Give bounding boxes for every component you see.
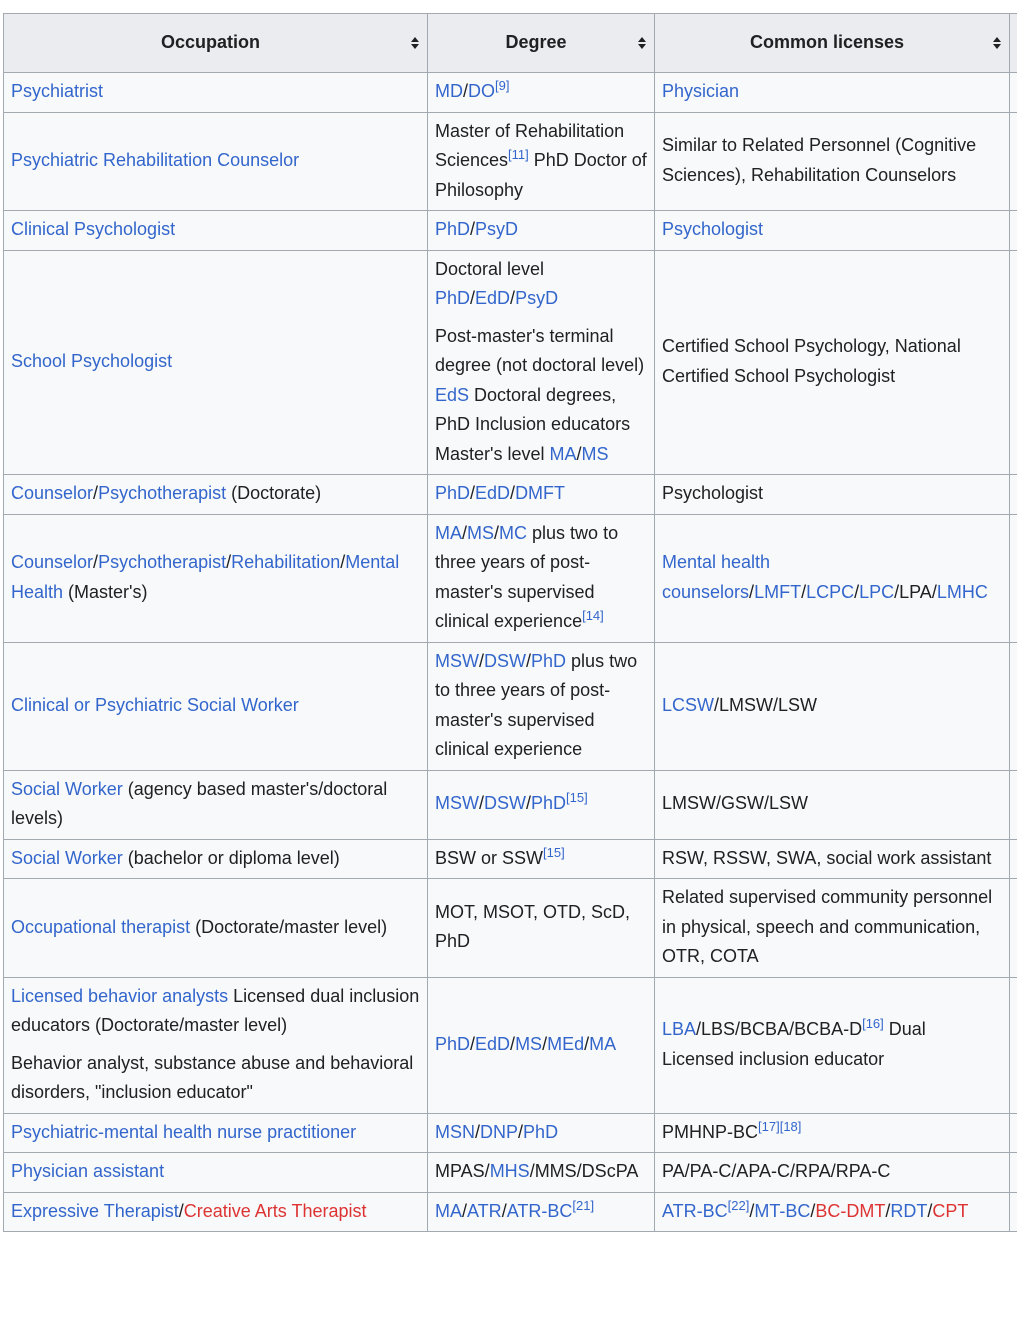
- cell-text: /: [526, 793, 532, 814]
- link[interactable]: PsyD: [515, 288, 559, 308]
- cell-paragraph: [11, 982, 420, 1041]
- link[interactable]: PhD: [435, 288, 471, 308]
- link[interactable]: Psychotherapist: [98, 552, 227, 572]
- extra-cell: [1010, 879, 1017, 978]
- extra-cell: [1010, 250, 1017, 475]
- sort-icon[interactable]: [638, 37, 646, 49]
- cell-text: Licensed dual inclusion educators (Doctorate/master level): [11, 985, 420, 1035]
- link[interactable]: Psychiatric Rehabilitation Counselor: [11, 150, 300, 170]
- licenses-cell: [655, 250, 1010, 475]
- cell-text: (agency based master's/doctoral levels): [11, 778, 388, 828]
- link[interactable]: MSW: [435, 650, 479, 671]
- link[interactable]: ATR-BC: [662, 1200, 728, 1221]
- table-row: [4, 1153, 1017, 1193]
- cell-text: /: [501, 1200, 507, 1221]
- cell-text: /: [510, 288, 516, 308]
- extra-cell: [1010, 770, 1017, 839]
- link[interactable]: DSW: [484, 793, 527, 814]
- cell-text: /: [542, 1033, 548, 1054]
- cell-text: LMSW/GSW/LSW: [662, 793, 809, 814]
- cell-paragraph: [662, 77, 1002, 107]
- cell-text: /: [470, 219, 476, 239]
- degree-cell: [428, 1192, 655, 1232]
- occupation-cell: [4, 514, 428, 642]
- licenses-cell: [655, 73, 1010, 113]
- cell-paragraph: [435, 77, 647, 107]
- link[interactable]: EdS: [435, 384, 470, 405]
- occupation-cell: [4, 73, 428, 113]
- occupation-cell: [4, 839, 428, 879]
- link[interactable]: Occupational therapist: [11, 916, 191, 937]
- cell-text: /: [576, 443, 582, 464]
- cell-paragraph: [435, 789, 647, 819]
- citation: [862, 1016, 884, 1031]
- cell-text: /: [462, 1200, 468, 1221]
- citation-link[interactable]: [15]: [543, 844, 565, 860]
- licenses-cell: [655, 770, 1010, 839]
- cell-paragraph: [662, 691, 1002, 721]
- cell-text: /: [749, 581, 755, 602]
- extra-cell: [1010, 73, 1017, 113]
- citation: [780, 1119, 802, 1134]
- extra-cell: [1010, 514, 1017, 642]
- link[interactable]: Clinical or Psychiatric Social Worker: [11, 694, 299, 715]
- cell-text: /: [810, 1200, 816, 1221]
- link[interactable]: MSN: [435, 1121, 475, 1142]
- link[interactable]: CPT: [932, 1200, 969, 1221]
- degree-cell: [428, 1113, 655, 1153]
- cell-text: /: [518, 1121, 524, 1142]
- link[interactable]: LMHC: [936, 581, 988, 602]
- table-row: [4, 514, 1017, 642]
- table-row: [4, 73, 1017, 113]
- table-row: [4, 642, 1017, 770]
- cell-text: Related supervised community personnel in physical, speech and communication, OTR, COTA: [662, 887, 993, 966]
- citation: [728, 1198, 750, 1213]
- cell-paragraph: [662, 548, 1002, 607]
- licenses-cell: [655, 977, 1010, 1113]
- link[interactable]: PsyD: [475, 219, 519, 239]
- occupation-cell: [4, 642, 428, 770]
- link[interactable]: Psychotherapist: [98, 483, 227, 503]
- cell-text: plus two to three years of post-master's supervised clinical experience: [435, 522, 619, 631]
- header-label: Occupation: [160, 32, 260, 53]
- cell-text: /: [801, 581, 807, 602]
- extra-cell: [1010, 642, 1017, 770]
- cell-text: Doctoral degrees, PhD Inclusion educators Master's level: [435, 384, 631, 464]
- cell-text: /: [526, 650, 532, 671]
- occupation-cell: [4, 1113, 428, 1153]
- link[interactable]: PhD: [435, 219, 471, 239]
- licenses-cell: [655, 211, 1010, 251]
- link[interactable]: PhD: [435, 1033, 471, 1054]
- cell-text: /: [470, 1033, 476, 1054]
- link[interactable]: MHS: [489, 1161, 530, 1181]
- link[interactable]: MA: [549, 443, 577, 464]
- cell-paragraph: [662, 1118, 1002, 1148]
- extra-cell: [1010, 1113, 1017, 1153]
- licenses-cell: [655, 1153, 1010, 1193]
- link[interactable]: LPC: [859, 581, 895, 602]
- link[interactable]: Expressive Therapist: [11, 1200, 179, 1221]
- link[interactable]: DSW: [484, 650, 527, 671]
- cell-paragraph: [435, 519, 647, 637]
- cell-text: /: [479, 793, 485, 814]
- link[interactable]: LMFT: [754, 581, 802, 602]
- degree-cell: [428, 514, 655, 642]
- licenses-cell: [655, 642, 1010, 770]
- link[interactable]: EdD: [475, 483, 511, 503]
- link[interactable]: Rehabilitation: [231, 552, 341, 572]
- cell-paragraph: [662, 1015, 1002, 1074]
- degree-cell: [428, 250, 655, 475]
- cell-text: /: [178, 1200, 184, 1221]
- table-row: [4, 211, 1017, 251]
- citation: [543, 845, 565, 860]
- citation-link[interactable]: [14]: [582, 608, 604, 623]
- link[interactable]: PhD: [531, 793, 567, 814]
- column-header-degree[interactable]: [428, 14, 655, 73]
- link[interactable]: EdD: [475, 288, 511, 308]
- cell-text: /: [475, 1121, 481, 1142]
- link[interactable]: Mental Health: [11, 552, 400, 602]
- table-row: [4, 112, 1017, 211]
- link[interactable]: DO: [468, 81, 496, 101]
- cell-text: Behavior analyst, substance abuse and behavioral disorders, "inclusion educator": [11, 1052, 414, 1102]
- occupation-cell: [4, 475, 428, 515]
- cell-text: /: [93, 483, 99, 503]
- link[interactable]: Psychiatrist: [11, 81, 104, 101]
- citation: [572, 1198, 594, 1213]
- cell-paragraph: [662, 479, 1002, 509]
- cell-text: (bachelor or diploma level): [122, 847, 340, 868]
- link[interactable]: EdD: [475, 1033, 511, 1054]
- licenses-cell: [655, 112, 1010, 211]
- extra-cell: [1010, 211, 1017, 251]
- cell-paragraph: [662, 844, 1002, 874]
- link[interactable]: DNP: [480, 1121, 519, 1142]
- extra-cell: [1010, 839, 1017, 879]
- cell-paragraph: [662, 332, 1002, 391]
- link[interactable]: ATR-BC: [506, 1200, 573, 1221]
- citation-link[interactable]: [15]: [566, 790, 588, 806]
- cell-text: /: [462, 522, 468, 543]
- cell-text: Master of Rehabilitation Sciences: [435, 120, 625, 170]
- header-row: [4, 14, 1017, 73]
- licenses-cell: [655, 475, 1010, 515]
- cell-text: (Doctorate/master level): [190, 916, 388, 937]
- link[interactable]: PhD: [435, 483, 471, 503]
- extra-cell: [1010, 112, 1017, 211]
- citation: [566, 790, 588, 805]
- cell-paragraph: [435, 322, 647, 470]
- link[interactable]: MEd: [547, 1033, 585, 1054]
- cell-text: /: [226, 552, 232, 572]
- licenses-cell: [655, 1192, 1010, 1232]
- header-label: Degree: [505, 32, 567, 53]
- extra-cell: [1010, 475, 1017, 515]
- degree-cell: [428, 642, 655, 770]
- link[interactable]: MT-BC: [754, 1200, 811, 1221]
- link[interactable]: MSW: [435, 793, 479, 814]
- occupation-cell: [4, 977, 428, 1113]
- link[interactable]: Physician: [662, 81, 740, 101]
- cell-text: Doctoral level: [435, 258, 545, 279]
- link[interactable]: MA: [589, 1033, 617, 1054]
- citation-link[interactable]: [22]: [727, 1197, 750, 1213]
- degree-cell: [428, 112, 655, 211]
- table-row: [4, 475, 1017, 515]
- link[interactable]: MS: [467, 522, 495, 543]
- occupation-cell: [4, 211, 428, 251]
- link[interactable]: MD: [435, 81, 463, 101]
- table-row: [4, 770, 1017, 839]
- column-header-occupation[interactable]: [4, 14, 428, 73]
- occupations-table: [3, 13, 1017, 1232]
- cell-text: /LBS/BCBA/BCBA-D: [696, 1019, 863, 1039]
- extra-cell: [1010, 1192, 1017, 1232]
- link[interactable]: Psychiatric-mental health nurse practitioner: [11, 1121, 357, 1142]
- degree-cell: [428, 839, 655, 879]
- cell-paragraph: [662, 883, 1002, 972]
- link[interactable]: RDT: [890, 1200, 928, 1221]
- link[interactable]: LCSW: [662, 694, 715, 715]
- link[interactable]: Physician assistant: [11, 1161, 165, 1181]
- citation-link[interactable]: [11]: [508, 147, 529, 162]
- link[interactable]: PhD: [523, 1121, 559, 1142]
- sort-icon[interactable]: [993, 37, 1001, 49]
- link[interactable]: Mental health counselors: [662, 552, 771, 602]
- link[interactable]: School Psychologist: [11, 351, 173, 371]
- cell-text: PMHNP-BC: [662, 1121, 759, 1142]
- cell-text: Post-master's terminal degree (not doctoral level): [435, 325, 645, 375]
- licenses-cell: [655, 1113, 1010, 1153]
- link[interactable]: DMFT: [515, 483, 566, 503]
- link[interactable]: ATR: [467, 1200, 502, 1221]
- cell-paragraph: [435, 215, 647, 245]
- cell-text: plus two to three years of post-master's supervised clinical experience: [435, 650, 638, 759]
- cell-text: Dual Licensed inclusion educator: [662, 1019, 926, 1069]
- cell-text: /: [470, 288, 476, 308]
- cell-text: (Master's): [63, 581, 148, 602]
- cell-paragraph: [662, 215, 1002, 245]
- citation: [495, 78, 509, 93]
- degree-cell: [428, 1153, 655, 1193]
- cell-text: /: [93, 552, 99, 572]
- citation-link[interactable]: [9]: [495, 78, 510, 93]
- sort-icon[interactable]: [411, 37, 419, 49]
- cell-text: /: [854, 581, 860, 602]
- cell-text: /LPA/: [894, 581, 937, 602]
- cell-text: /: [470, 483, 476, 503]
- cell-text: MOT, MSOT, OTD, ScD, PhD: [435, 901, 631, 952]
- table-row: [4, 250, 1017, 475]
- cell-paragraph: [662, 1197, 1002, 1227]
- link[interactable]: LBA: [662, 1019, 697, 1039]
- link[interactable]: Psychologist: [662, 219, 764, 239]
- link[interactable]: Clinical Psychologist: [11, 219, 176, 239]
- citation: [582, 608, 604, 623]
- table-row: [4, 879, 1017, 978]
- cell-text: PA/PA-C/APA-C/RPA/RPA-C: [662, 1161, 891, 1181]
- link[interactable]: Counselor: [11, 552, 94, 572]
- column-header-extra: [1010, 14, 1017, 73]
- cell-text: (Doctorate): [226, 483, 322, 503]
- occupation-cell: [4, 1153, 428, 1193]
- extra-cell: [1010, 1153, 1017, 1193]
- cell-text: /: [885, 1200, 891, 1221]
- degree-cell: [428, 977, 655, 1113]
- link[interactable]: Social Worker: [11, 778, 123, 799]
- link[interactable]: MA: [435, 1200, 462, 1221]
- cell-text: /: [584, 1033, 590, 1054]
- degree-cell: [428, 475, 655, 515]
- licenses-cell: [655, 514, 1010, 642]
- citation: [758, 1119, 780, 1134]
- link[interactable]: MC: [499, 522, 528, 543]
- cell-paragraph: [435, 479, 647, 509]
- table-row: [4, 1192, 1017, 1232]
- cell-paragraph: [435, 1197, 647, 1227]
- cell-paragraph: [435, 1157, 647, 1187]
- degree-cell: [428, 211, 655, 251]
- link[interactable]: Counselor: [11, 483, 94, 503]
- cell-paragraph: [662, 1157, 1002, 1187]
- link[interactable]: Creative Arts Therapist: [183, 1200, 367, 1221]
- cell-text: /: [510, 1033, 516, 1054]
- cell-paragraph: [11, 1049, 420, 1108]
- header-label: Common licenses: [749, 32, 905, 53]
- extra-cell: [1010, 977, 1017, 1113]
- cell-text: /LMSW/LSW: [714, 694, 818, 715]
- link[interactable]: MA: [435, 522, 462, 543]
- column-header-licenses[interactable]: [655, 14, 1010, 73]
- cell-paragraph: [435, 647, 647, 765]
- cell-text: BSW or SSW: [435, 847, 544, 868]
- link[interactable]: Licensed behavior analysts: [11, 985, 229, 1006]
- occupation-cell: [4, 1192, 428, 1232]
- occupation-cell: [4, 770, 428, 839]
- occupation-cell: [4, 112, 428, 211]
- cell-text: /: [510, 483, 516, 503]
- link[interactable]: PhD: [531, 650, 567, 671]
- cell-paragraph: [435, 255, 647, 314]
- cell-paragraph: [662, 789, 1002, 819]
- cell-paragraph: [435, 844, 647, 874]
- link[interactable]: Social Worker: [11, 847, 123, 868]
- citation: [508, 147, 529, 162]
- cell-text: Psychologist: [662, 483, 764, 503]
- citation-link[interactable]: [21]: [572, 1197, 595, 1213]
- cell-paragraph: [435, 1030, 647, 1060]
- link[interactable]: LCPC: [806, 581, 855, 602]
- cell-text: /: [494, 522, 500, 543]
- licenses-cell: [655, 879, 1010, 978]
- degree-cell: [428, 879, 655, 978]
- cell-paragraph: [435, 898, 647, 957]
- degree-cell: [428, 770, 655, 839]
- cell-text: Similar to Related Personnel (Cognitive Sciences), Rehabilitation Counselors: [662, 135, 977, 185]
- cell-text: RSW, RSSW, SWA, social work assistant: [662, 847, 992, 868]
- link[interactable]: MS: [515, 1033, 543, 1054]
- cell-paragraph: [435, 117, 647, 206]
- citation-link[interactable]: [17]: [758, 1118, 780, 1134]
- licenses-cell: [655, 839, 1010, 879]
- occupation-cell: [4, 250, 428, 475]
- cell-paragraph: [435, 1118, 647, 1148]
- cell-text: /: [749, 1200, 755, 1221]
- cell-text: Certified School Psychology, National Certified School Psychologist: [662, 336, 961, 386]
- link[interactable]: MS: [581, 443, 609, 464]
- cell-text: /: [340, 552, 346, 572]
- table-row: [4, 1113, 1017, 1153]
- cell-text: /: [463, 81, 469, 101]
- degree-cell: [428, 73, 655, 113]
- cell-text: /: [479, 650, 485, 671]
- table-row: [4, 839, 1017, 879]
- cell-text: /MMS/DScPA: [529, 1161, 639, 1181]
- cell-paragraph: [662, 131, 1002, 190]
- citation-link[interactable]: [16]: [862, 1016, 884, 1031]
- occupation-cell: [4, 879, 428, 978]
- link[interactable]: BC-DMT: [815, 1200, 886, 1221]
- table-row: [4, 977, 1017, 1113]
- cell-text: /: [927, 1200, 933, 1221]
- citation-link[interactable]: [18]: [779, 1118, 802, 1134]
- cell-text: MPAS/: [435, 1161, 490, 1181]
- cell-text: PhD Doctor of Philosophy: [435, 150, 647, 200]
